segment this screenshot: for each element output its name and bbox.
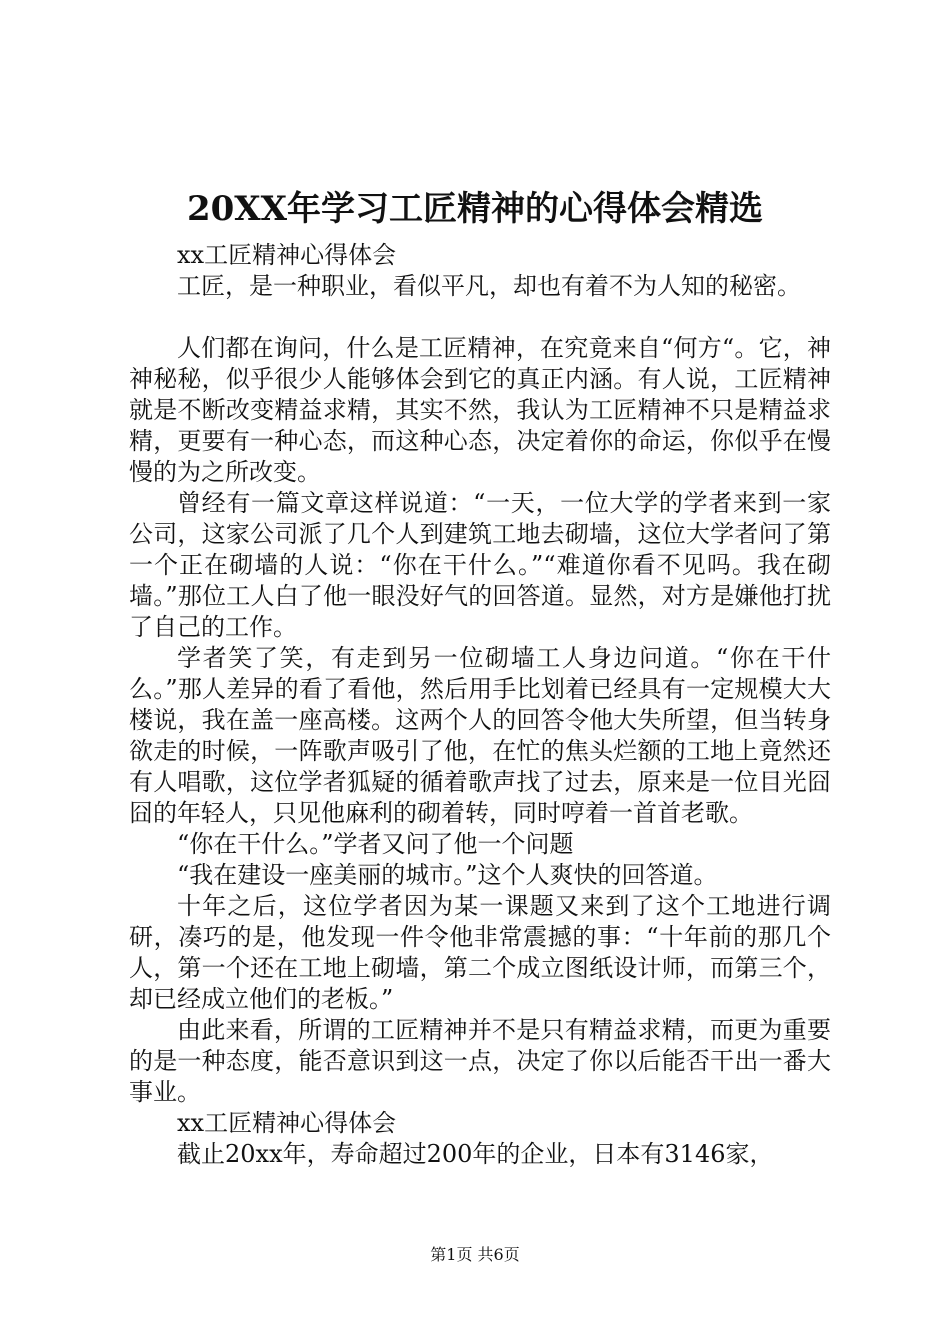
paragraph: 由此来看，所谓的工匠精神并不是只有精益求精，而更为重要的是一种态度，能否意识到这一点，决定了你以后能否干出一番大事业。 — [129, 1016, 831, 1106]
paragraph: “我在建设一座美丽的城市。”这个人爽快的回答道。 — [177, 861, 718, 889]
paragraph: 十年之后，这位学者因为某一课题又来到了这个工地进行调研，凑巧的是，他发现一件令他非常震撼的事：“十年前的那几个人，第一个还在工地上砌墙，第二个成立图纸设计师，而第三个，却已经成立他们的老板。” — [129, 892, 831, 1013]
paragraph: 工匠，是一种职业，看似平凡，却也有着不为人知的秘密。 — [177, 272, 801, 300]
paragraph: 曾经有一篇文章这样说道：“一天，一位大学的学者来到一家公司，这家公司派了几个人到建筑工地去砌墙，这位大学者问了第一个正在砌墙的人说：“你在干什么。”“难道你看不见吗。我在砌墙。”那位工人白了他一眼没好气的回答道。显然，对方是嫌他打扰了自己的工作。 — [129, 489, 831, 641]
document-body — [129, 240, 831, 1170]
paragraph: 人们都在询问，什么是工匠精神，在究竟来自“何方“。它，神神秘秘，似乎很少人能够体会到它的真正内涵。有人说，工匠精神就是不断改变精益求精，其实不然，我认为工匠精神不只是精益求精，更要有一种心态，而这种心态，决定着你的命运，你似乎在慢慢的为之所改变。 — [129, 334, 831, 486]
page-number: 第1页 共6页 — [430, 1245, 520, 1264]
section-heading: xx工匠精神心得体会 — [177, 241, 397, 269]
document-title: 20XX年学习工匠精神的心得体会精选 — [186, 189, 764, 229]
section-heading: xx工匠精神心得体会 — [177, 1109, 397, 1137]
paragraph: 学者笑了笑，有走到另一位砌墙工人身边问道。“你在干什么。”那人差异的看了看他，然后用手比划着已经具有一定规模大大楼说，我在盖一座高楼。这两个人的回答令他大失所望，但当转身欲走的时候，一阵歌声吸引了他，在忙的焦头烂额的工地上竟然还有人唱歌，这位学者狐疑的循着歌声找了过去，原来是一位目光囧囧的年轻人，只见他麻利的砌着转，同时哼着一首首老歌。 — [129, 644, 831, 827]
paragraph: “你在干什么。”学者又问了他一个问题 — [177, 830, 574, 858]
paragraph: 截止20xx年，寿命超过200年的企业，日本有3146家， — [177, 1140, 774, 1168]
